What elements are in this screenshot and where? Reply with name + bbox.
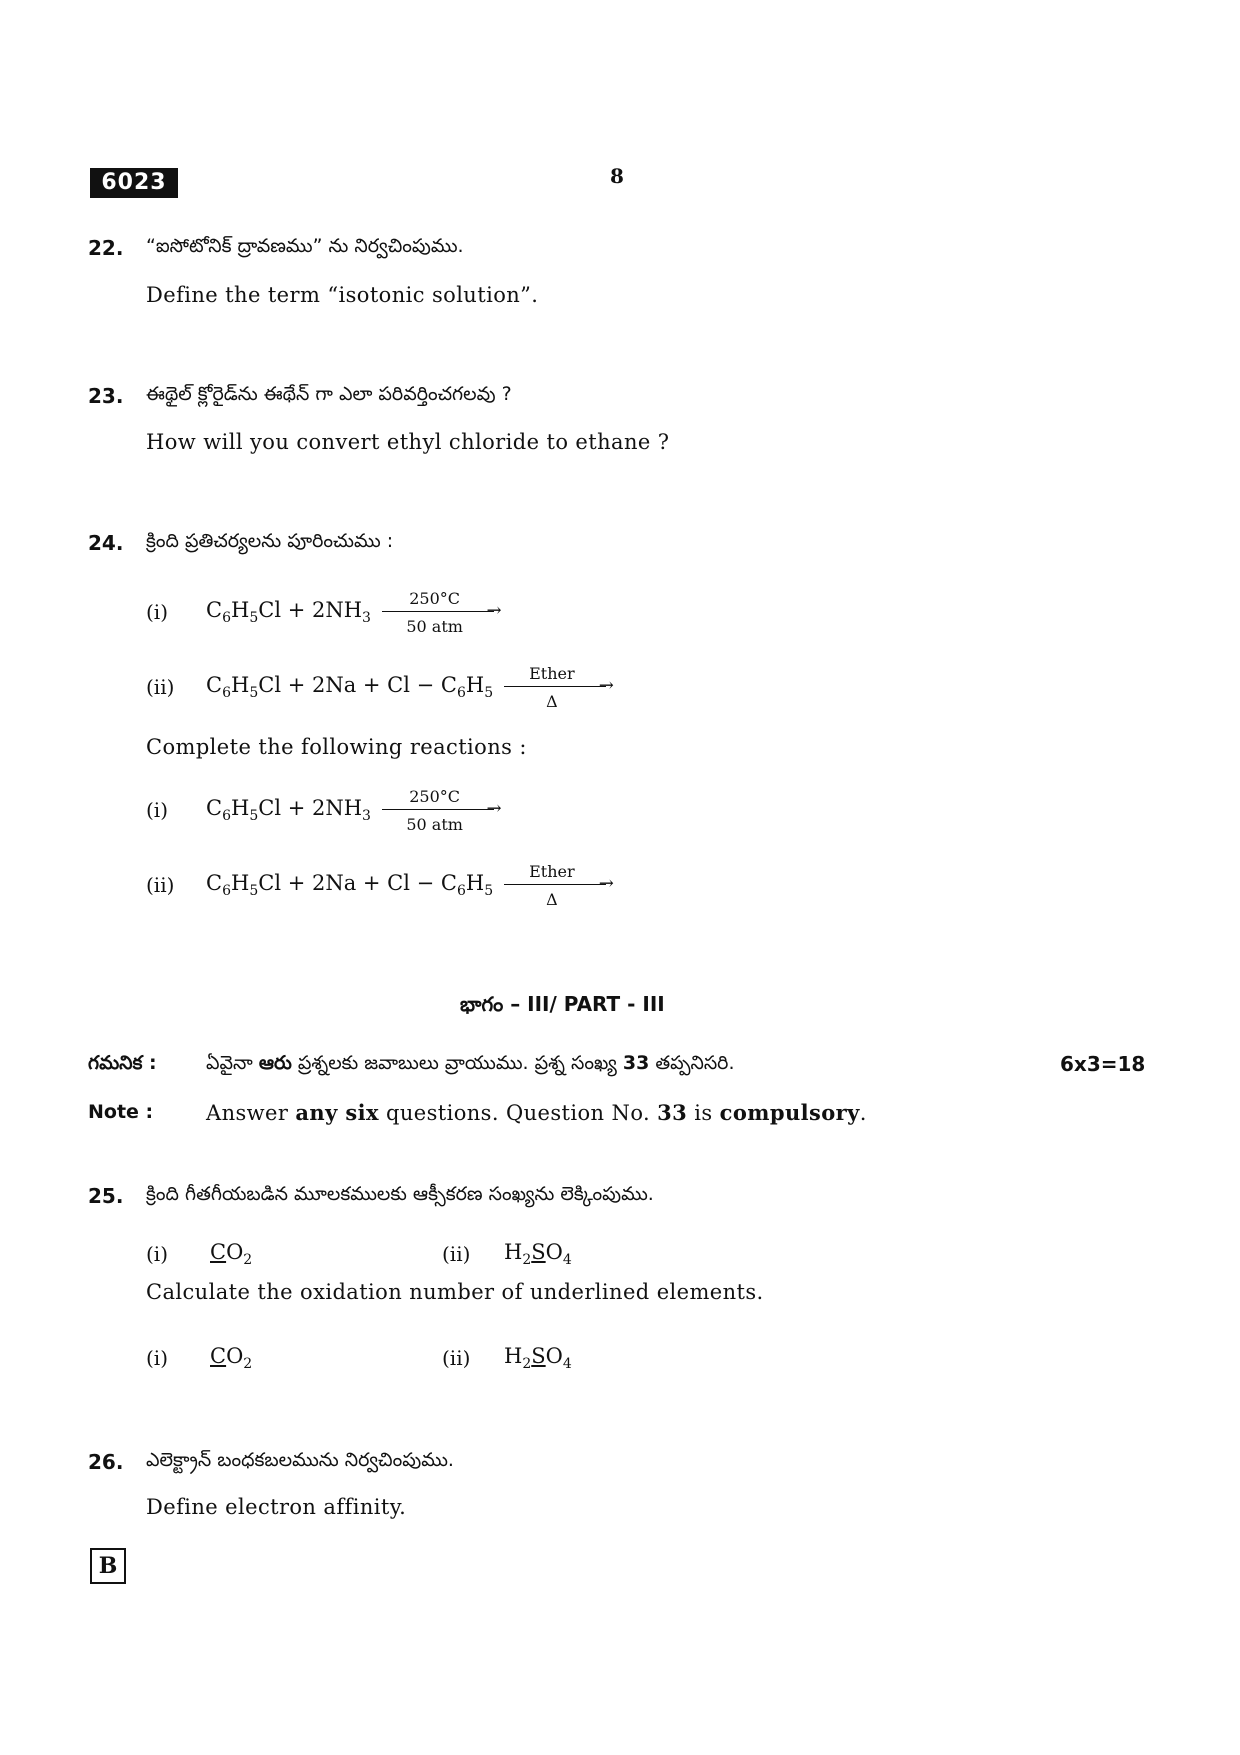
paper-code-badge: 6023	[90, 168, 178, 198]
part-heading: భాగం – III/ PART - III	[460, 992, 665, 1016]
reaction-ii-equation: $C_6H_5Cl + 2Na + Cl - C_6H_5$ Ether → Δ	[206, 663, 614, 711]
reaction-arrow: Ether → Δ	[504, 884, 614, 885]
option-label-ii: (ii)	[442, 1346, 471, 1370]
question-22-english: Define the term “isotonic solution”.	[146, 283, 539, 307]
question-number-25: 25.	[88, 1184, 124, 1208]
question-24-telugu: క్రింది ప్రతిచర్యలను పూరించుము :	[146, 530, 394, 552]
reaction-label-i: (i)	[146, 798, 169, 822]
compound-co2: $CO_2$	[210, 1344, 253, 1372]
reaction-label-ii: (ii)	[146, 873, 175, 897]
question-23-telugu: ఈథైల్ క్లోరైడ్‌ను ఈథేన్ గా ఎలా పరివర్తించగలవు ?	[146, 383, 512, 405]
marks-allocation: 6x3=18	[1060, 1052, 1146, 1076]
note-telugu: ఏవైనా ఆరు ప్రశ్నలకు జవాబులు వ్రాయుము. ప్రశ్న సంఖ్య 33 తప్పనిసరి.	[206, 1052, 735, 1074]
reaction-arrow: 250°C → 50 atm	[382, 809, 502, 810]
question-26-telugu: ఎలెక్ట్రాన్ బంధకబలమును నిర్వచింపుము.	[146, 1449, 454, 1471]
question-number-22: 22.	[88, 236, 124, 260]
reaction-arrow: 250°C → 50 atm	[382, 611, 502, 612]
question-number-26: 26.	[88, 1450, 124, 1474]
reaction-i-equation: $C_6H_5Cl + 2NH_3$ 250°C → 50 atm	[206, 588, 502, 636]
booklet-series-box: B	[90, 1548, 126, 1584]
reaction-ii-equation: $C_6H_5Cl + 2Na + Cl - C_6H_5$ Ether → Δ	[206, 861, 614, 909]
question-25-english: Calculate the oxidation number of underlined elements.	[146, 1280, 764, 1304]
note-english: Answer any six questions. Question No. 33 is compulsory.	[206, 1100, 867, 1125]
question-23-english: How will you convert ethyl chloride to ethane ?	[146, 430, 670, 454]
question-number-24: 24.	[88, 531, 124, 555]
note-label-english: Note :	[88, 1101, 154, 1123]
note-label-telugu: గమనిక :	[88, 1052, 157, 1074]
question-22-telugu: “ఐసోటోనిక్ ద్రావణము” ను నిర్వచింపుము.	[146, 235, 464, 257]
page-number: 8	[610, 164, 624, 188]
option-label-i: (i)	[146, 1346, 169, 1370]
compound-h2so4: $H_2SO_4$	[504, 1240, 572, 1268]
option-label-i: (i)	[146, 1242, 169, 1266]
question-25-telugu: క్రింది గీతగీయబడిన మూలకములకు ఆక్సీకరణ సంఖ్యను లెక్కింపుము.	[146, 1183, 654, 1205]
question-number-23: 23.	[88, 384, 124, 408]
reaction-label-ii: (ii)	[146, 675, 175, 699]
reaction-label-i: (i)	[146, 600, 169, 624]
question-24-english: Complete the following reactions :	[146, 735, 527, 759]
compound-h2so4: $H_2SO_4$	[504, 1344, 572, 1372]
reaction-i-equation: $C_6H_5Cl + 2NH_3$ 250°C → 50 atm	[206, 786, 502, 834]
compound-co2: $CO_2$	[210, 1240, 253, 1268]
option-label-ii: (ii)	[442, 1242, 471, 1266]
question-26-english: Define electron affinity.	[146, 1495, 407, 1519]
reaction-arrow: Ether → Δ	[504, 686, 614, 687]
